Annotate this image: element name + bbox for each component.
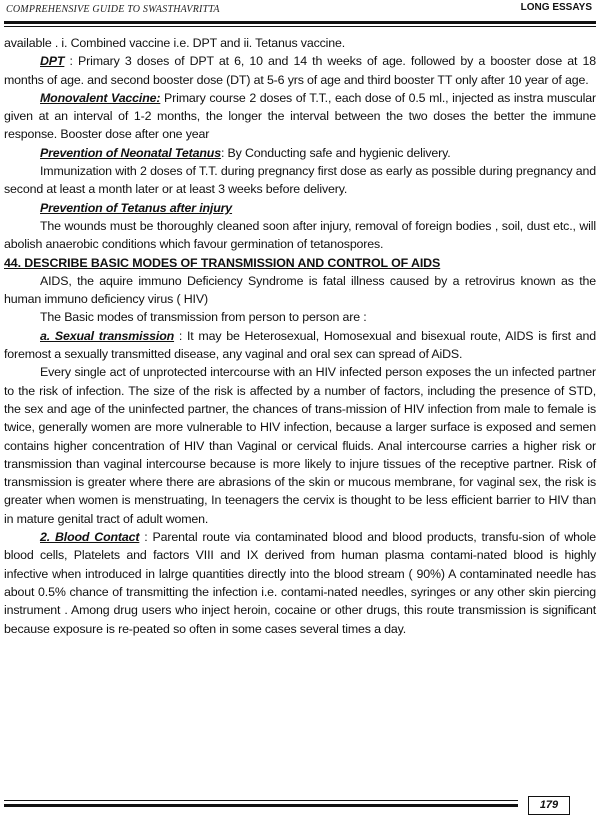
blood-text: : Parental route via contaminated blood and blood products, transfu-sion of whole blood cells, Platelets and factors VIII and IX derived from human plasma contami-nated blood is highly infective when introduced in lalrge quantities directly into the blood stream ( 90%) A contaminated needle has about 0.5% chance of transmitting the infection i.e. contami-nated needles, syringes or any other skin piercing instrument . Among drug users who inject heroin, cocaine or other drugs, this route transmission is significant because exposure is re-peated so often in some cases several times a day. [4, 530, 596, 636]
section-label: LONG ESSAYS [520, 2, 592, 13]
paragraph-monovalent [4, 89, 596, 144]
header-rule-thin [4, 26, 596, 27]
subheading-neonatal: Prevention of Neonatal Tetanus [40, 145, 221, 160]
footer-rule-thick [4, 804, 518, 807]
paragraph-blood [4, 528, 596, 638]
footer-rule-thin [4, 800, 518, 801]
subheading-dpt: DPT [40, 54, 65, 69]
paragraph-basic-modes: The Basic modes of transmission from person to person are : [40, 310, 367, 325]
subheading-blood: 2. Blood Contact [40, 530, 140, 545]
paragraph-aids-intro: AIDS, the aquire immuno Deficiency Syndrome is fatal illness caused by a retrovirus known as the human immuno deficiency virus ( HIV) [4, 273, 596, 307]
monovalent-text: Primary course 2 doses of T.T., each dose of 0.5 ml., injected as instra muscular given at an interval of 1-2 months, the longer the interval between the two doses the better the immune response. Booster dose after one year [4, 90, 596, 142]
page-header [0, 0, 600, 22]
page-number: 179 [528, 796, 570, 815]
dpt-text: : Primary 3 doses of DPT at 6, 10 and 14 th weeks of age. followed by a booster dose at 18 months of age. and second booster dose (DT) at 5-6 yrs of age and third booster TT only after 10 year of age. [4, 54, 596, 87]
paragraph-neonatal [4, 144, 596, 162]
page-body [4, 34, 596, 638]
page-footer [0, 792, 600, 820]
paragraph-immunization: Immunization with 2 doses of T.T. during pregnancy first dose as early as possible during pregnancy and second at least a month later or at least 3 weeks before delivery. [4, 164, 596, 197]
paragraph-after-injury [4, 199, 596, 217]
subheading-monovalent: Monovalent Vaccine: [40, 90, 161, 105]
paragraph-every-act: Every single act of unprotected intercourse with an HIV infected person exposes the un infected partner to the risk of infection. The size of the risk is affected by a number of factors, including the presence of STD, the sex and age of the uninfected partner, the chances of trans-mission of HIV infection from male to female is twice, generally women are more vulnerable to HIV infection, because a larger surface is exposed and semen contains higher concentration of HIV than Vaginal or cervical fluids. Anal intercourse carries a higher risk or transmission than vaginal intercourse because is more likely to injure tissues of the receptive partner. Risk of transmission is greater where there are abrasions of the skin or mucous membrane, for vaginal sex, the risk is greater when women is menstruating, In teenagers the cervix is thought to be less efficient barrier to HIV than in mature genital tract of adult women. [4, 365, 596, 526]
question-heading-44: 44. DESCRIBE BASIC MODES OF TRANSMISSION AND CONTROL OF AIDS [4, 255, 441, 270]
subheading-sexual: a. Sexual transmission [40, 328, 175, 343]
sexual-text: : It may be Heterosexual, Homosexual and bisexual route, AIDS is first and foremost a sexually transmitted disease, any vaginal and oral sex can spread of AiDS. [4, 328, 596, 362]
header-rule-thick [4, 21, 596, 24]
paragraph-dpt [4, 52, 596, 89]
paragraph-vaccines: available . i. Combined vaccine i.e. DPT and ii. Tetanus vaccine. [4, 36, 346, 50]
subheading-after-injury: Prevention of Tetanus after injury [40, 200, 233, 215]
paragraph-wounds: The wounds must be thoroughly cleaned soon after injury, removal of foreign bodies , soil, dust etc., will abolish anaerobic conditions which favour germination of tetanospores. [4, 218, 596, 252]
running-title: COMPREHENSIVE GUIDE TO SWASTHAVRITTA [6, 4, 220, 15]
neonatal-text: : By Conducting safe and hygienic delivery. [220, 145, 451, 160]
paragraph-sexual [4, 327, 596, 364]
